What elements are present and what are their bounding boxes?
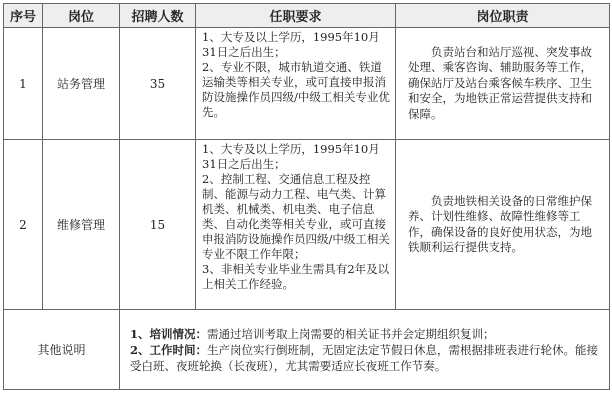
header-count: 招聘人数 [120, 4, 196, 28]
header-seq: 序号 [4, 4, 43, 28]
row-requirements [196, 140, 396, 310]
requirement-item: 2、专业不限，城市轨道交通、铁道运输类等相关专业，或可直接申报消防设施操作员四级/中级工相关专业优先。 [202, 60, 390, 119]
row-seq: 2 [4, 140, 43, 310]
row-duties [396, 28, 610, 140]
header-duties: 岗位职责 [396, 4, 610, 28]
header-requirements: 任职要求 [196, 4, 396, 28]
row-count: 35 [120, 28, 196, 140]
note-title: 2、工作时间： [130, 342, 208, 357]
requirement-item: 2、控制工程、交通信息工程及控制、能源与动力工程、电气类、计算机类、机械类、机电类、电子信息类、自动化类等相关专业，或可直接申报消防设施操作员四级/中级工相关专业不限工作年限； [202, 172, 390, 261]
note-item-hours [130, 342, 601, 374]
notes-label: 其他说明 [4, 310, 120, 390]
table-row [4, 140, 610, 310]
row-seq: 1 [4, 28, 43, 140]
row-position: 站务管理 [43, 28, 120, 140]
header-position: 岗位 [43, 4, 120, 28]
note-text: 需通过培训考取上岗需要的相关证书并会定期组织复训； [207, 326, 495, 341]
header-row [4, 4, 610, 28]
row-requirements [196, 28, 396, 140]
recruitment-table [3, 3, 610, 390]
duties-text: 负责地铁相关设备的日常维护保养、计划性维修、故障性维修等工作，确保设备的良好使用状态，为地铁顺利运行提供支持。 [408, 193, 592, 254]
row-duties [396, 140, 610, 310]
note-title: 1、培训情况： [130, 326, 208, 341]
note-text: 生产岗位实行倒班制，无固定法定节假日休息，需根据排班表进行轮休。能接受白班、夜班轮换（长夜班），尤其需要适应长夜班工作节奏。 [130, 342, 599, 373]
requirement-item: 1、大专及以上学历，1995年10月31日之后出生； [202, 30, 380, 59]
row-count: 15 [120, 140, 196, 310]
notes-content [120, 310, 610, 390]
requirement-item: 1、大专及以上学历，1995年10月31日之后出生； [202, 142, 380, 171]
note-item-training [130, 326, 601, 342]
row-position: 维修管理 [43, 140, 120, 310]
table-row [4, 28, 610, 140]
requirement-item: 3、非相关专业毕业生需具有2年及以上相关工作经验。 [202, 262, 390, 291]
duties-text: 负责站台和站厅巡视、突发事故处理、乘客咨询、辅助服务等工作，确保站厅及站台乘客候车秩序、卫生和安全，为地铁正常运营提供支持和保障。 [408, 44, 592, 121]
notes-row [4, 310, 610, 390]
